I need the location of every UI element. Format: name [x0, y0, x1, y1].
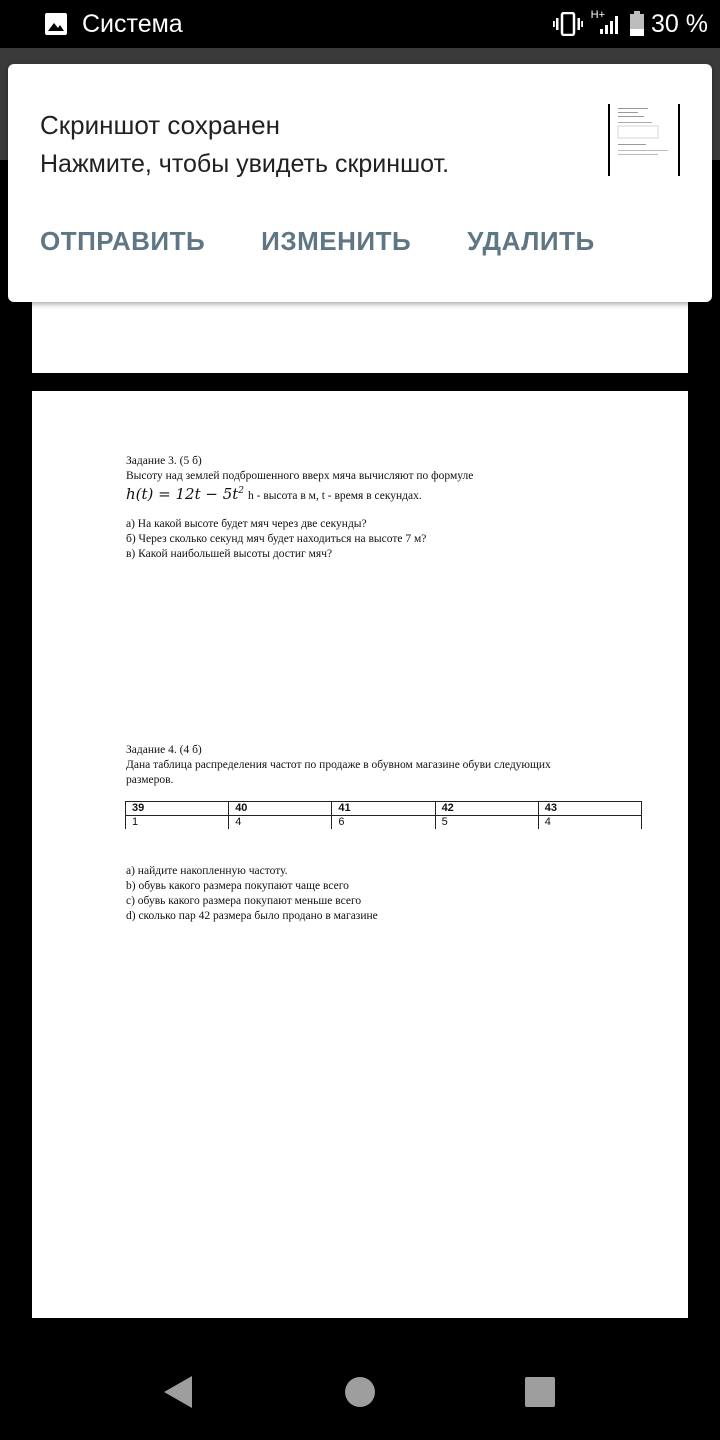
- battery-icon: [629, 11, 645, 37]
- task3-questions: [126, 517, 646, 562]
- task3-text: Высоту над землей подброшенного вверх мяча вычисляют по формуле: [126, 470, 474, 482]
- table-row: [126, 816, 642, 830]
- task4-question: d) сколько пар 42 размера было продано в магазине: [126, 910, 378, 922]
- status-bar: [0, 0, 720, 48]
- task3-title: Задание 3. (5 б): [126, 455, 202, 467]
- screenshot-thumbnail[interactable]: [608, 104, 680, 176]
- task3-formula-exponent: 2: [238, 486, 245, 496]
- frequency-table: [125, 801, 642, 829]
- recents-icon[interactable]: [522, 1374, 558, 1410]
- network-type-label: H+: [590, 9, 606, 21]
- task4-text-cont: размеров.: [126, 774, 174, 786]
- task3-block: [126, 454, 646, 562]
- home-icon[interactable]: [342, 1374, 378, 1410]
- edit-button[interactable]: ИЗМЕНИТЬ: [261, 226, 412, 256]
- table-cell: 1: [126, 816, 229, 830]
- table-row: [126, 802, 642, 816]
- table-header-cell: 43: [538, 802, 641, 816]
- table-cell: 6: [332, 816, 435, 830]
- table-cell: 5: [435, 816, 538, 830]
- task4-title: Задание 4. (4 б): [126, 744, 202, 756]
- task3-formula-line: [126, 484, 646, 504]
- table-header-cell: 39: [126, 802, 229, 816]
- task3-formula-main: h(t) = 12t − 5t: [126, 485, 239, 503]
- task4-question: c) обувь какого размера покупают меньше всего: [126, 895, 362, 907]
- vibrate-icon: [553, 12, 583, 36]
- status-left: [44, 10, 183, 38]
- task4-question: a) найдите накопленную частоту.: [126, 865, 288, 877]
- task4-block: [126, 743, 646, 788]
- task4-questions: [126, 864, 646, 924]
- battery-percent: 30 %: [651, 9, 708, 38]
- back-icon[interactable]: [160, 1374, 196, 1410]
- task3-question: б) Через сколько секунд мяч будет находиться на высоте 7 м?: [126, 533, 427, 545]
- notification-actions: [40, 226, 651, 257]
- delete-button[interactable]: УДАЛИТЬ: [467, 226, 595, 256]
- task4-question: b) обувь какого размера покупают чаще всего: [126, 880, 349, 892]
- document-page-previous: [32, 290, 688, 373]
- task3-formula-tail: h - высота в м, t - время в секундах.: [248, 490, 422, 502]
- status-app-name: Система: [82, 9, 183, 38]
- image-icon: [44, 12, 68, 36]
- screenshot-notification[interactable]: [8, 64, 712, 302]
- document-page[interactable]: [32, 391, 688, 1318]
- task4-text: Дана таблица распределения частот по продаже в обувном магазине обуви следующих: [126, 759, 551, 771]
- status-right: [545, 10, 708, 38]
- table-header-cell: 42: [435, 802, 538, 816]
- task3-question: в) Какой наибольшей высоты достиг мяч?: [126, 548, 333, 560]
- notification-text: Нажмите, чтобы увидеть скриншот.: [40, 150, 450, 178]
- table-cell: 4: [229, 816, 332, 830]
- table-header-cell: 40: [229, 802, 332, 816]
- task3-formula: [126, 484, 244, 502]
- navigation-bar: [0, 1344, 720, 1440]
- table-header-cell: 41: [332, 802, 435, 816]
- table-cell: 4: [538, 816, 641, 830]
- task3-question: а) На какой высоте будет мяч через две секунды?: [126, 518, 367, 530]
- send-button[interactable]: ОТПРАВИТЬ: [40, 226, 206, 256]
- notification-title: Скриншот сохранен: [40, 110, 280, 140]
